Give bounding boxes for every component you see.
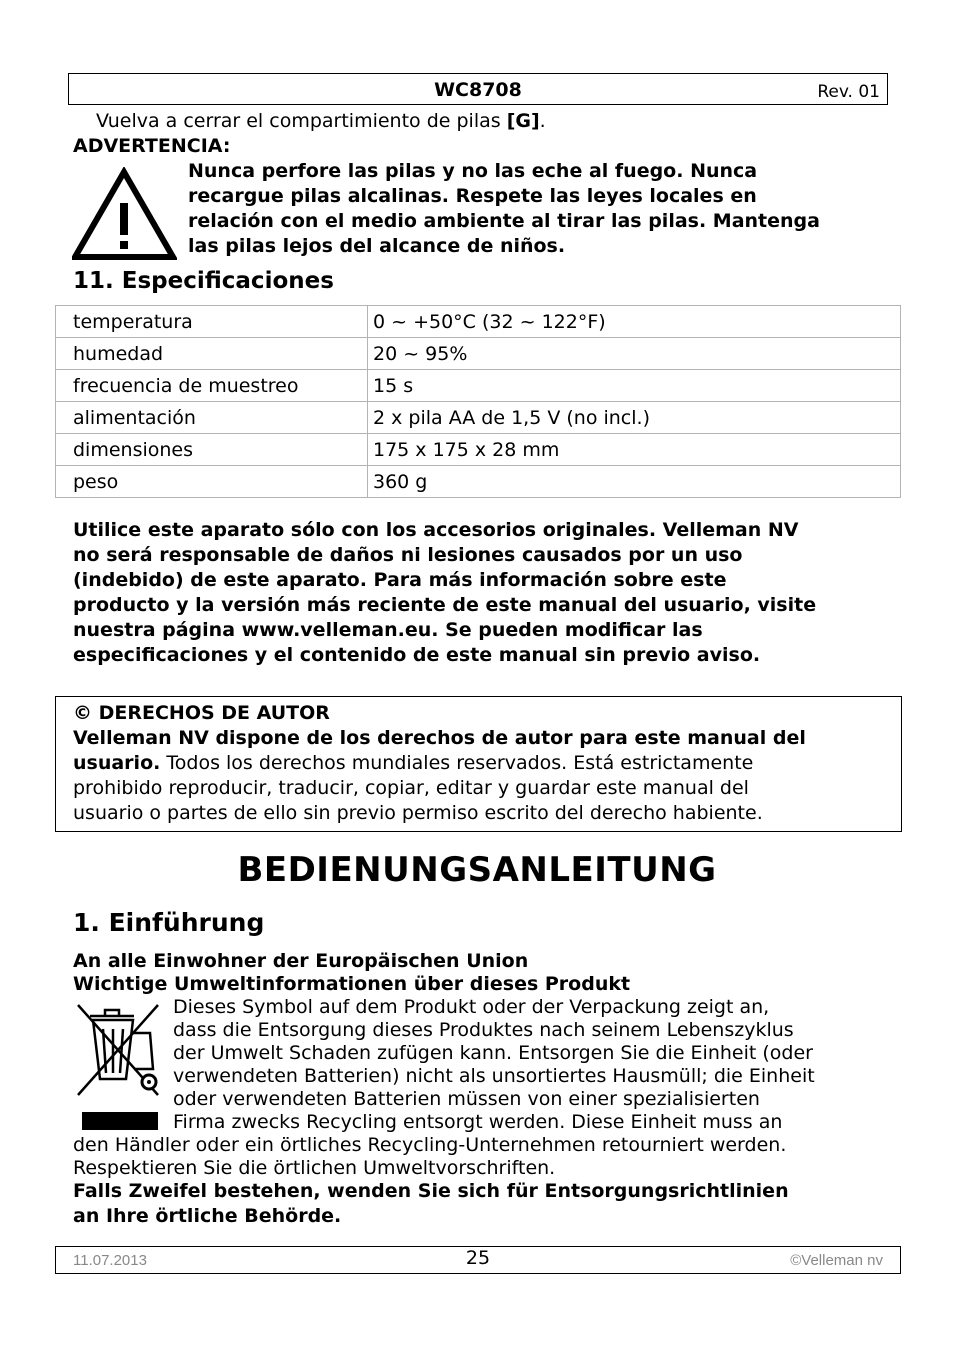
copyright-rest: Todos los derechos mundiales reservados. Está estrictamente	[160, 752, 754, 774]
battery-end: .	[539, 110, 546, 132]
notice-line: especificaciones y el contenido de este manual sin previo aviso.	[73, 644, 761, 666]
spec-label: alimentación	[56, 402, 368, 434]
table-row	[56, 306, 901, 338]
warning-line: relación con el medio ambiente al tirar las pilas. Mantenga	[188, 210, 820, 232]
body-line: den Händler oder ein örtliches Recycling-Unternehmen retourniert werden.	[73, 1134, 787, 1156]
spec-value: 2 x pila AA de 1,5 V (no incl.)	[368, 402, 901, 434]
main-heading: BEDIENUNGSANLEITUNG	[237, 850, 717, 890]
battery-text: Vuelva a cerrar el compartimiento de pilas	[96, 110, 507, 132]
table-row	[56, 370, 901, 402]
table-row	[56, 338, 901, 370]
german-body-full	[73, 1134, 786, 1180]
spec-label: temperatura	[56, 306, 368, 338]
battery-line	[96, 109, 546, 134]
body-line: verwendeten Batterien) nicht als unsortiertes Hausmüll; die Einheit	[173, 1065, 815, 1087]
notice-line: nuestra página www.velleman.eu. Se pueden modificar las	[73, 619, 703, 641]
spec-value: 20 ~ 95%	[368, 338, 901, 370]
body-line: Firma zwecks Recycling entsorgt werden. Diese Einheit muss an	[173, 1111, 783, 1133]
body-line: Respektieren Sie die örtlichen Umweltvorschriften.	[73, 1157, 556, 1179]
notice-line: producto y la versión más reciente de este manual del usuario, visite	[73, 594, 817, 616]
table-row	[56, 434, 901, 466]
final-line: Falls Zweifel bestehen, wenden Sie sich für Entsorgungsrichtlinien	[73, 1180, 789, 1202]
notice-line: (indebido) de este aparato. Para más información sobre este	[73, 569, 727, 591]
copyright-box	[55, 696, 902, 832]
body-line: Dieses Symbol auf dem Produkt oder der Verpackung zeigt an,	[173, 996, 770, 1018]
copyright-content	[73, 701, 806, 826]
copyright-title: © DERECHOS DE AUTOR	[73, 702, 330, 724]
spec-label: peso	[56, 466, 368, 498]
spec-label: humedad	[56, 338, 368, 370]
notice-line: no será responsable de daños ni lesiones causados por un uso	[73, 544, 743, 566]
warning-text	[188, 159, 820, 259]
footer-copyright: ©Velleman nv	[790, 1252, 883, 1269]
warning-triangle-icon	[72, 167, 177, 262]
table-row	[56, 402, 901, 434]
spec-heading: 11. Especificaciones	[73, 268, 334, 294]
body-line: der Umwelt Schaden zufügen kann. Entsorgen Sie die Einheit (oder	[173, 1042, 813, 1064]
notice-line: Utilice este aparato sólo con los accesorios originales. Velleman NV	[73, 519, 799, 541]
subheading: Wichtige Umweltinformationen über dieses Produkt	[73, 973, 631, 995]
footer-date: 11.07.2013	[73, 1252, 147, 1269]
warning-title: ADVERTENCIA:	[73, 135, 231, 157]
warning-line: las pilas lejos del alcance de niños.	[188, 235, 566, 257]
battery-ref: [G]	[506, 110, 540, 132]
spec-value: 175 x 175 x 28 mm	[368, 434, 901, 466]
header-box	[68, 73, 888, 105]
bin-underline-bar	[82, 1112, 158, 1130]
section-heading: 1. Einführung	[73, 908, 265, 937]
spec-value: 15 s	[368, 370, 901, 402]
spec-value: 360 g	[368, 466, 901, 498]
copyright-line: usuario o partes de ello sin previo permiso escrito del derecho habiente.	[73, 802, 763, 824]
spec-table	[55, 305, 901, 498]
copyright-line: prohibido reproducir, traducir, copiar, editar y guardar este manual del	[73, 777, 749, 799]
page-number: 25	[465, 1247, 491, 1269]
spec-value: 0 ~ +50°C (32 ~ 122°F)	[368, 306, 901, 338]
model-title: WC8708	[434, 79, 522, 101]
german-subheadings	[73, 950, 630, 996]
spec-label: dimensiones	[56, 434, 368, 466]
footer	[55, 1246, 901, 1274]
notice-text	[73, 518, 816, 668]
german-final	[73, 1179, 789, 1229]
table-row	[56, 466, 901, 498]
spec-label: frecuencia de muestreo	[56, 370, 368, 402]
crossed-bin-icon	[76, 1003, 166, 1099]
final-line: an Ihre örtliche Behörde.	[73, 1205, 342, 1227]
german-body	[173, 996, 815, 1134]
subheading: An alle Einwohner der Europäischen Union	[73, 950, 529, 972]
body-line: oder verwendeten Batterien müssen von einer spezialisierten	[173, 1088, 760, 1110]
warning-line: Nunca perfore las pilas y no las eche al fuego. Nunca	[188, 160, 758, 182]
copyright-line	[73, 751, 806, 776]
warning-line: recargue pilas alcalinas. Respete las leyes locales en	[188, 185, 757, 207]
copyright-bold: usuario.	[73, 752, 161, 774]
revision: Rev. 01	[817, 82, 880, 102]
body-line: dass die Entsorgung dieses Produktes nach seinem Lebenszyklus	[173, 1019, 794, 1041]
copyright-line: Velleman NV dispone de los derechos de autor para este manual del	[73, 727, 806, 749]
